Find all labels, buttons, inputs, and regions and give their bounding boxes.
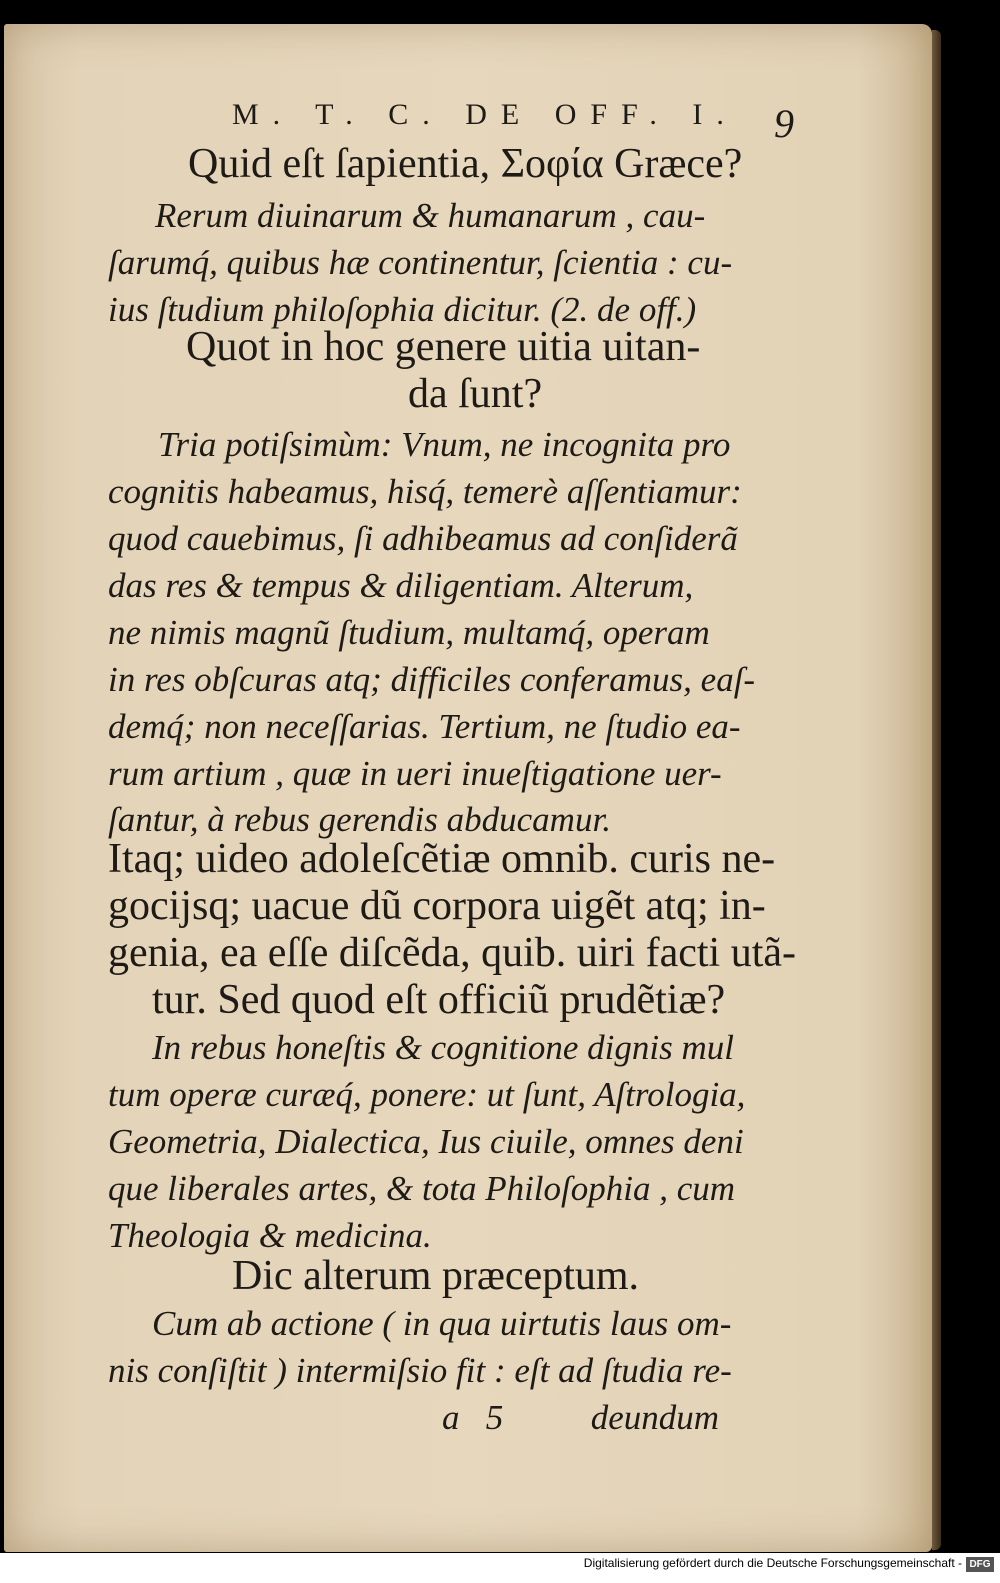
- answer-line: Rerum diuinarum & humanarum , cau-: [155, 196, 706, 235]
- folio-number: 9: [774, 101, 794, 146]
- body-line: Itaq; uideo adoleſcẽtiæ omnib. curis ne-: [108, 836, 776, 882]
- funding-credit: Digitalisierung gefördert durch die Deutsche Forschungsgemeinschaft -: [583, 1556, 962, 1570]
- answer-line: que liberales artes, & tota Philoſophia , cum: [108, 1169, 736, 1208]
- answer-line: in res obſcuras atq; difficiles conferamus, eaſ-: [108, 660, 756, 699]
- question-line: tur. Sed quod eſt officiũ prudẽtiæ?: [152, 977, 726, 1023]
- answer-line: quod cauebimus, ſi adhibeamus ad conſiderã: [108, 519, 738, 558]
- answer-line: Theologia & medicina.: [108, 1216, 432, 1255]
- dfg-logo: DFG: [966, 1557, 994, 1572]
- answer-line: rum artium , quæ in ueri inueſtigatione uer-: [108, 754, 722, 793]
- page-edge: [932, 30, 941, 1550]
- body-line: gocijsq; uacue dũ corpora uigẽt atq; in-: [108, 883, 766, 929]
- answer-line: das res & tempus & diligentiam. Alterum,: [108, 566, 694, 605]
- running-head: M. T. C. DE OFF. I.: [232, 98, 738, 131]
- question-line: da ſunt?: [408, 371, 543, 417]
- answer-line: ſantur, à rebus gerendis abducamur.: [108, 800, 611, 839]
- answer-line: ne nimis magnũ ſtudium, multamq́, operam: [108, 613, 710, 652]
- answer-line: nis conſiſtit ) intermiſsio fit : eſt ad ſtudia re-: [108, 1351, 732, 1390]
- answer-line: cognitis habeamus, hisq́, temerè aſſentiamur:: [108, 472, 742, 511]
- catchword-line: a 5 deundum: [442, 1398, 720, 1437]
- answer-line: Tria potiſsimùm: Vnum, ne incognita pro: [158, 425, 731, 464]
- answer-line: ius ſtudium philoſophia dicitur. (2. de off.): [108, 290, 697, 329]
- question-line: Dic alterum præceptum.: [232, 1253, 640, 1299]
- answer-line: In rebus honeſtis & cognitione dignis mul: [152, 1028, 734, 1067]
- answer-line: ſarumq́, quibus hæ continentur, ſcientia : cu-: [108, 243, 733, 282]
- question-line: Quot in hoc genere uitia uitan-: [186, 324, 701, 370]
- answer-line: tum operæ curæq́, ponere: ut ſunt, Aſtrologia,: [108, 1075, 746, 1114]
- answer-line: demq́; non neceſſarias. Tertium, ne ſtudio ea-: [108, 707, 741, 746]
- body-line: genia, ea eſſe diſcẽda, quib. uiri facti utã-: [108, 930, 797, 976]
- question-line: Quid eſt ſapientia, Σοφία Græce?: [188, 141, 743, 187]
- answer-line: Cum ab actione ( in qua uirtutis laus om-: [152, 1304, 732, 1343]
- answer-line: Geometria, Dialectica, Ius ciuile, omnes deni: [108, 1122, 744, 1161]
